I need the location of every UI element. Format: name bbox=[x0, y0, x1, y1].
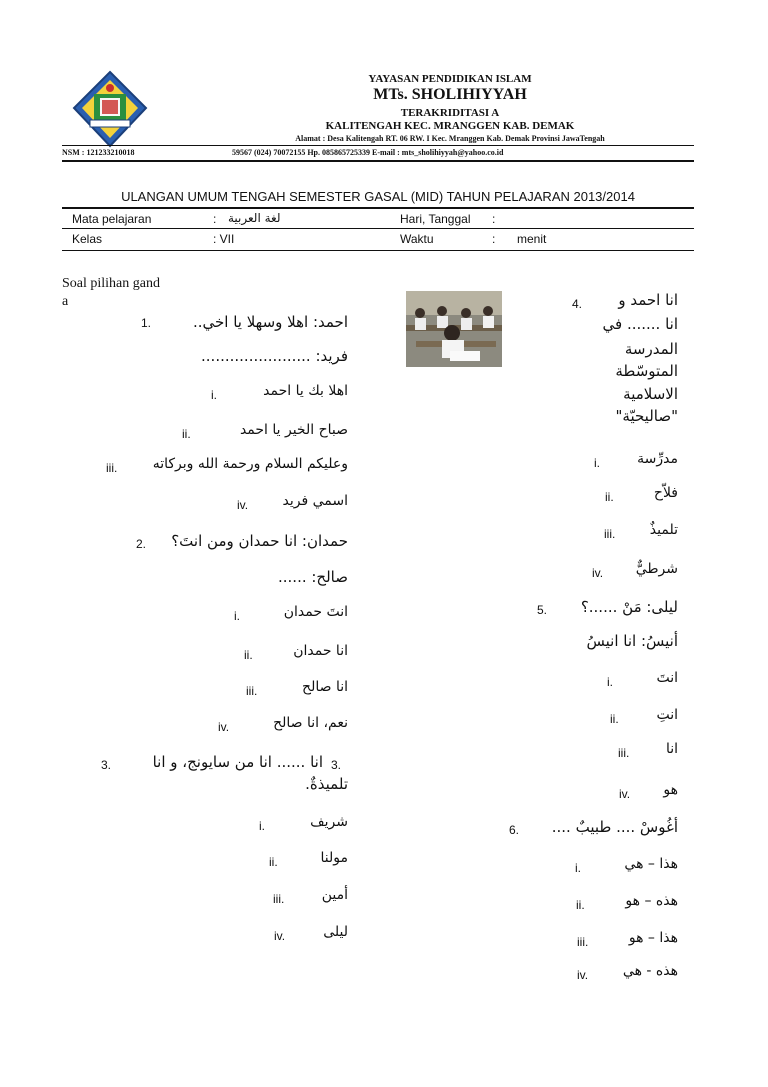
q6-option-text[interactable]: هذا – هو bbox=[628, 930, 678, 946]
q6-option-label: iv. bbox=[577, 968, 589, 982]
q1-option-text[interactable]: اهلا بك يا احمد bbox=[263, 383, 348, 399]
q4-option-text[interactable]: فلاّح bbox=[653, 485, 678, 501]
q3-option-text[interactable]: ليلى bbox=[323, 924, 348, 940]
q5-option-label: iii. bbox=[618, 746, 630, 760]
q6-option-label: i. bbox=[575, 861, 581, 875]
students-classroom-photo bbox=[406, 291, 502, 367]
q6-option-label: ii. bbox=[576, 898, 585, 912]
q5-option-text[interactable]: انا bbox=[665, 741, 678, 757]
q1-option-text[interactable]: وعليكم السلام ورحمة الله وبركاته bbox=[152, 456, 348, 472]
q2-option-label: iv. bbox=[218, 720, 230, 734]
school-contact: 59567 (024) 70072155 Hp. 085865725339 E-mail : mts_sholihiyyah@yahoo.co.id bbox=[232, 148, 504, 157]
q1-option-label: ii. bbox=[182, 427, 191, 441]
q4-option-label: ii. bbox=[605, 490, 614, 504]
q6-option-text[interactable]: هذه – هو bbox=[625, 893, 678, 909]
q1-line1: احمد: اهلا وسهلا يا اخي.. bbox=[192, 313, 348, 331]
q2-option-label: ii. bbox=[244, 648, 253, 662]
time-value: menit bbox=[517, 232, 547, 246]
q5-option-label: i. bbox=[607, 675, 613, 689]
q1-option-text[interactable]: اسمي فريد bbox=[282, 493, 348, 509]
day-date-colon: : bbox=[492, 212, 496, 226]
q5-option-text[interactable]: انتَ bbox=[656, 670, 678, 686]
q2-option-text[interactable]: انتَ حمدان bbox=[283, 604, 348, 620]
q4-option-label: i. bbox=[594, 456, 600, 470]
q3-option-label: i. bbox=[259, 819, 265, 833]
q5-line1: ليلى: مَنْ ......؟ bbox=[580, 598, 678, 616]
q5-line2: أنيسُ: انا انيسُ bbox=[586, 632, 678, 650]
q5-option-text[interactable]: هو bbox=[663, 782, 678, 798]
q6-line1: أغُوسْ .... طبيبٌ .... bbox=[551, 818, 678, 836]
q3-option-label: iii. bbox=[273, 892, 285, 906]
q1-number: 1. bbox=[141, 316, 152, 330]
class-label: Kelas bbox=[72, 232, 103, 246]
q4-line: المدرسة bbox=[624, 340, 678, 358]
q2-number: 2. bbox=[136, 537, 147, 551]
q2-line1: حمدان: انا حمدان ومن انتَ؟ bbox=[171, 532, 348, 550]
day-date-label: Hari, Tanggal bbox=[400, 212, 471, 226]
q4-line: الاسلامية bbox=[623, 385, 678, 403]
q4-option-text[interactable]: مدرِّسة bbox=[637, 451, 678, 467]
q3-option-label: iv. bbox=[274, 929, 286, 943]
q2-line2: صالح: ...... bbox=[278, 568, 348, 586]
exam-info-top-rule bbox=[62, 207, 694, 209]
time-colon: : bbox=[492, 232, 496, 246]
school-address: Alamat : Desa Kalitengah RT. 06 RW. I Kec. Mranggen Kab. Demak Provinsi JawaTengah bbox=[295, 134, 605, 143]
q6-option-text[interactable]: هذه - هي bbox=[622, 963, 678, 979]
q3-line1: انا ...... انا من سايونج، و انا bbox=[152, 753, 323, 771]
q1-option-label: i. bbox=[211, 388, 217, 402]
q4-number: 4. bbox=[572, 297, 583, 311]
q2-option-text[interactable]: انا صالح bbox=[302, 679, 348, 695]
q2-option-label: iii. bbox=[246, 684, 258, 698]
exam-info-bottom-rule bbox=[62, 250, 694, 251]
q3-line2: تلميذةٌ. bbox=[305, 775, 348, 793]
q6-option-text[interactable]: هذا – هي bbox=[624, 856, 678, 872]
section-title: Soal pilihan gand bbox=[62, 276, 160, 291]
exam-title: ULANGAN UMUM TENGAH SEMESTER GASAL (MID) TAHUN PELAJARAN 2013/2014 bbox=[121, 189, 635, 204]
accreditation: TERAKRIDITASI A bbox=[400, 107, 500, 119]
q5-number: 5. bbox=[537, 603, 548, 617]
q1-line2: فريد: ....................... bbox=[201, 347, 348, 365]
subject-value: لغة العربية bbox=[228, 211, 281, 225]
q4-option-label: iii. bbox=[604, 527, 616, 541]
q6-option-label: iii. bbox=[577, 935, 589, 949]
header-divider-top bbox=[62, 145, 694, 146]
q1-option-label: iv. bbox=[237, 498, 249, 512]
q5-option-text[interactable]: انتِ bbox=[656, 707, 678, 723]
q3-option-text[interactable]: أمين bbox=[321, 887, 348, 903]
q4-line: انا احمد و bbox=[618, 291, 678, 309]
school-location: KALITENGAH KEC. MRANGGEN KAB. DEMAK bbox=[325, 120, 575, 132]
nsm-number: NSM : 121233210018 bbox=[62, 148, 135, 157]
class-value: : VII bbox=[213, 232, 235, 246]
q3-inline-number: 3. bbox=[331, 758, 342, 772]
q2-option-text[interactable]: نعم، انا صالح bbox=[273, 715, 348, 731]
section-title-cont: a bbox=[62, 294, 69, 309]
header-divider-bottom bbox=[62, 160, 694, 162]
school-name: MTs. SHOLIHIYYAH bbox=[373, 86, 527, 103]
time-label: Waktu bbox=[400, 232, 434, 246]
q1-option-text[interactable]: صباح الخير يا احمد bbox=[239, 422, 348, 438]
subject-label: Mata pelajaran bbox=[72, 212, 152, 226]
subject-colon: : bbox=[213, 212, 217, 226]
q6-number: 6. bbox=[509, 823, 520, 837]
q4-line: "صاليحيّة" bbox=[615, 407, 678, 425]
q5-option-label: iv. bbox=[619, 787, 631, 801]
q4-option-label: iv. bbox=[592, 566, 604, 580]
foundation-name: YAYASAN PENDIDIKAN ISLAM bbox=[368, 73, 532, 85]
q5-option-label: ii. bbox=[610, 712, 619, 726]
exam-info-mid-rule bbox=[62, 228, 694, 229]
q2-option-label: i. bbox=[234, 609, 240, 623]
q3-option-label: ii. bbox=[269, 855, 278, 869]
q4-line: انا ....... في bbox=[602, 315, 678, 333]
q4-line: المتوسّطة bbox=[615, 362, 678, 380]
q3-number: 3. bbox=[101, 758, 112, 772]
q2-option-text[interactable]: انا حمدان bbox=[293, 643, 348, 659]
q3-option-text[interactable]: مولنا bbox=[320, 850, 348, 866]
q4-option-text[interactable]: شرطيٌّ bbox=[635, 561, 678, 577]
q1-option-label: iii. bbox=[106, 461, 118, 475]
school-crest-icon bbox=[72, 70, 148, 148]
q4-option-text[interactable]: تلميذٌ bbox=[649, 522, 678, 538]
q3-option-text[interactable]: شريف bbox=[310, 814, 348, 830]
